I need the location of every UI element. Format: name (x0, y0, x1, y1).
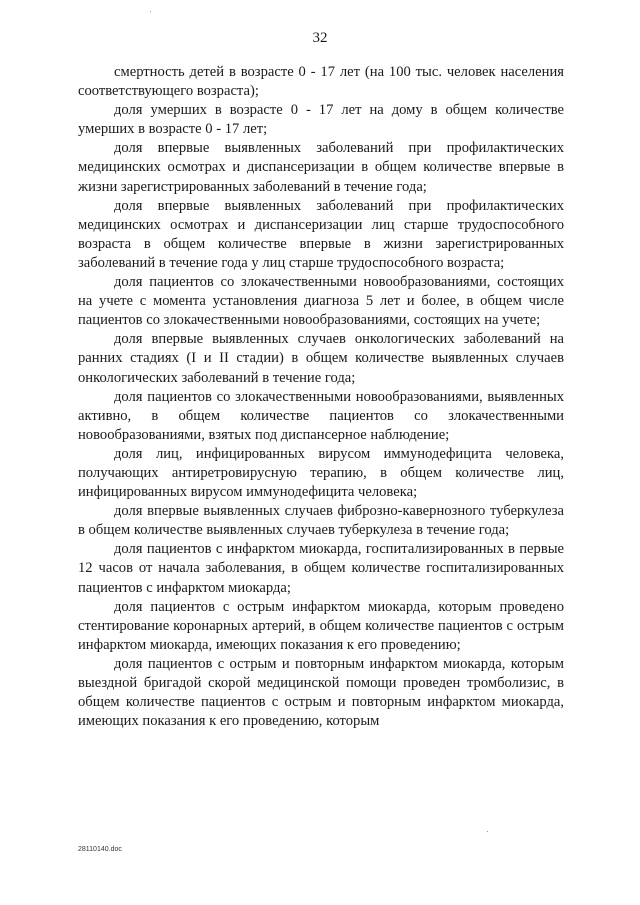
paragraph-oncology-5-years: доля пациентов со злокачественными новообразованиями, состоящих на учете с момента установления диагноза 5 лет и более, в общем числе пациентов со злокачественными новообразованиями, состоящих на учете; (78, 274, 564, 329)
document-body (78, 63, 564, 731)
paragraph-oncology-active-detection: доля пациентов со злокачественными новообразованиями, выявленных активно, в общем количестве пациентов со злокачественными новообразованиями, взятых под диспансерное наблюдение; (78, 388, 564, 443)
scan-mark (487, 831, 488, 832)
paragraph-home-deaths: доля умерших в возрасте 0 - 17 лет на дому в общем количестве умерших в возрасте 0 - 17 лет; (78, 102, 564, 138)
paragraph-preventive-exams: доля впервые выявленных заболеваний при профилактических медицинских осмотрах и диспансеризации в общем количестве впервые в жизни зарегистрированных заболеваний в течение года; (78, 140, 564, 195)
paragraph-infarction-12-hours: доля пациентов с инфарктом миокарда, госпитализированных в первые 12 часов от начала заболевания, в общем количестве госпитализированных пациентов с инфарктом миокарда; (78, 541, 564, 596)
paragraph-infarction-stenting: доля пациентов с острым инфарктом миокарда, которым проведено стентирование коронарных артерий, в общем количестве пациентов с острым инфарктом миокарда, имеющих показания к его проведению; (78, 598, 564, 653)
footer-file-code: 28110140.doc (78, 846, 122, 853)
paragraph-hiv-therapy: доля лиц, инфицированных вирусом иммунодефицита человека, получающих антиретровирусную терапию, в общем количестве лиц, инфицированных вирусом иммунодефицита человека; (78, 445, 564, 501)
paragraph-infarction-thrombolysis: доля пациентов с острым и повторным инфарктом миокарда, которым выездной бригадой скорой медицинской помощи проведен тромболизис, в общем количестве пациентов с острым и повторным инфарктом миокарда, имеющих показания к его проведению, которым (78, 655, 564, 730)
scan-mark (150, 11, 151, 12)
paragraph-child-mortality: смертность детей в возрасте 0 - 17 лет (на 100 тыс. человек населения соответствующего возраста); (78, 64, 564, 100)
page-number: 32 (312, 30, 328, 46)
paragraph-preventive-exams-elderly: доля впервые выявленных заболеваний при профилактических медицинских осмотрах и диспансеризации лиц старше трудоспособного возраста в общем количестве впервые в жизни зарегистрированных заболеваний в течение года у лиц старше трудоспособного возраста; (78, 197, 564, 271)
paragraph-tuberculosis: доля впервые выявленных случаев фиброзно-кавернозного туберкулеза в общем количестве выявленных случаев туберкулеза в течение года; (78, 503, 564, 539)
paragraph-oncology-early-stages: доля впервые выявленных случаев онкологических заболеваний на ранних стадиях (I и II стадии) в общем количестве выявленных случаев онкологических заболеваний в течение года; (78, 331, 564, 386)
